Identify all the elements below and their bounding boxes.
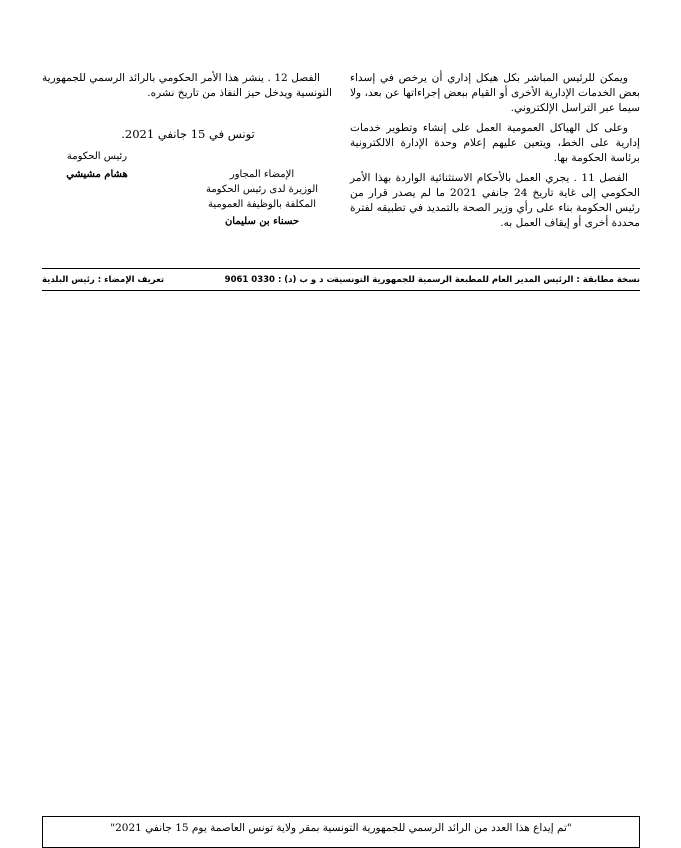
registration — [225, 275, 335, 285]
signatory-title: رئيس الحكومة — [66, 151, 128, 162]
signature-identification: تعريف الإمضاء : رئيس البلدية — [42, 275, 165, 285]
cosign-title: الوزيرة لدى رئيس الحكومة المكلفة بالوظيفة العمومية — [205, 184, 319, 210]
article-11: الفصل 11 . يجري العمل بالأحكام الاستثنائية الواردة بهذا الأمر الحكومي إلى غاية تاريخ 24 جانفي 2021 ما لم يصدر قرار من رئيس الحكومة بناء على رأي وزير الصحة بالتمديد في تطبيقه لفترة محددة أخرى أو إيقاف العمل به. — [350, 172, 640, 229]
left-column — [42, 71, 332, 227]
signatory-name: هشام مشيشي — [66, 169, 128, 180]
certified-copy-text: نسخة مطابقة : الرئيس المدير العام للمطبعة الرسمية للجمهورية التونسية — [333, 275, 640, 285]
signing-date: تونس في 15 جانفي 2021. — [121, 127, 255, 141]
paragraph-online-services: وعلى كل الهياكل العمومية العمل على إنشاء وتطوير خدمات إدارية على الخط، ويتعين عليهم إعلام وحدة الإدارة الالكترونية برئاسة الحكومة بها. — [350, 122, 640, 164]
deposit-note: "تم إيداع هذا العدد من الرائد الرسمي للجمهورية التونسية بمقر ولاية تونس العاصمة يوم 15 جانفي 2021" — [110, 822, 572, 834]
cosign-label: الإمضاء المجاور — [229, 169, 295, 180]
footer-top-rule — [42, 268, 640, 269]
registration-label: ت د و ب (د) : — [277, 275, 335, 285]
article-12: الفصل 12 . ينشر هذا الأمر الحكومي بالرائد الرسمي للجمهورية التونسية ويدخل حيز النفاذ من تاريخ نشره. — [42, 72, 332, 99]
cosign-name: حسناء بن سليمان — [224, 216, 300, 227]
paragraph-remote-services: ويمكن للرئيس المباشر بكل هيكل إداري أن يرخص في إسداء بعض الخدمات الإدارية الأخرى أو القيام ببعض إجراءاتها عن بعد، ولا سيما عبر التراسل الإلكتروني. — [350, 72, 640, 114]
right-column — [350, 71, 640, 231]
deposit-note-box — [42, 816, 640, 848]
footer-row — [42, 272, 640, 290]
footer-bottom-rule — [42, 290, 640, 291]
registration-number: 0330 9061 — [224, 275, 275, 285]
cosignature-block — [192, 167, 332, 229]
